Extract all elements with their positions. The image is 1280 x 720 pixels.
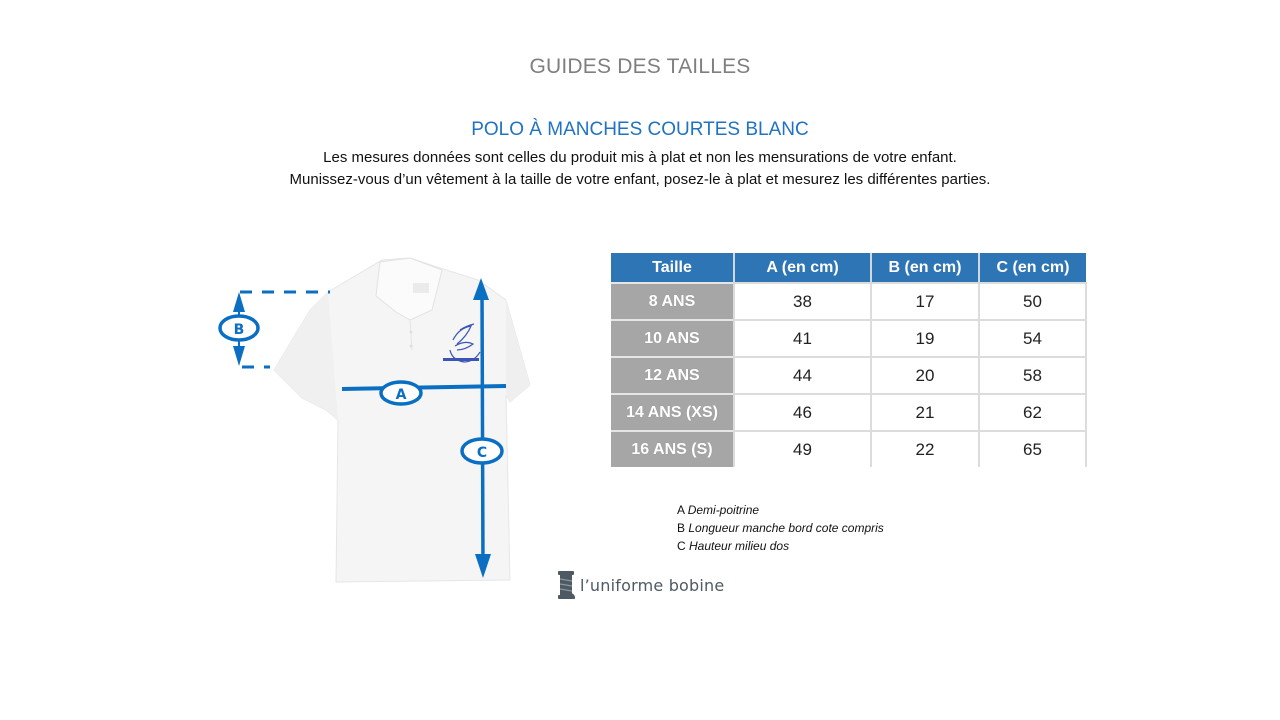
header-size: Taille (611, 253, 734, 283)
brand-logo (556, 570, 724, 600)
value-c: 54 (979, 320, 1086, 357)
table-header-row (611, 253, 1086, 283)
product-title: POLO À MANCHES COURTES BLANC (471, 119, 809, 140)
instruction-line-2: Munissez-vous d’un vêtement à la taille de votre enfant, posez-le à plat et mesurez les différentes parties. (289, 171, 991, 188)
brand-name: l’uniforme bobine (580, 575, 725, 595)
legend-item-c: C Hauteur milieu dos (677, 539, 790, 553)
value-c: 50 (979, 283, 1086, 320)
table-row (611, 431, 1086, 467)
value-c: 65 (979, 431, 1086, 467)
table-row (611, 320, 1086, 357)
measurement-instructions (0, 147, 1280, 191)
legend-item-a: A Demi-poitrine (677, 503, 760, 517)
value-a: 44 (734, 357, 871, 394)
polo-measurement-diagram (210, 250, 530, 590)
instruction-line-1: Les mesures données sont celles du produit mis à plat et non les mensurations de votre enfant. (323, 149, 957, 166)
size-chart-table (611, 253, 1087, 467)
spool-icon (556, 570, 576, 600)
size-label: 14 ANS (XS) (611, 394, 734, 431)
value-b: 21 (871, 394, 979, 431)
svg-text:C: C (476, 445, 488, 461)
size-label: 16 ANS (S) (611, 431, 734, 467)
value-c: 58 (979, 357, 1086, 394)
polo-shirt-icon (210, 250, 530, 590)
size-label: 12 ANS (611, 357, 734, 394)
svg-text:B: B (233, 322, 245, 338)
header-c: C (en cm) (979, 253, 1086, 283)
value-a: 46 (734, 394, 871, 431)
header-b: B (en cm) (871, 253, 979, 283)
legend-item-b: B Longueur manche bord cote compris (677, 521, 884, 535)
value-a: 38 (734, 283, 871, 320)
value-b: 19 (871, 320, 979, 357)
measurement-legend (677, 501, 884, 555)
value-b: 17 (871, 283, 979, 320)
size-label: 8 ANS (611, 283, 734, 320)
value-b: 22 (871, 431, 979, 467)
value-a: 49 (734, 431, 871, 467)
svg-text:A: A (395, 387, 407, 403)
page-title: GUIDES DES TAILLES (529, 55, 751, 78)
value-c: 62 (979, 394, 1086, 431)
value-b: 20 (871, 357, 979, 394)
size-label: 10 ANS (611, 320, 734, 357)
table-row (611, 283, 1086, 320)
header-a: A (en cm) (734, 253, 871, 283)
value-a: 41 (734, 320, 871, 357)
table-row (611, 357, 1086, 394)
table-row (611, 394, 1086, 431)
